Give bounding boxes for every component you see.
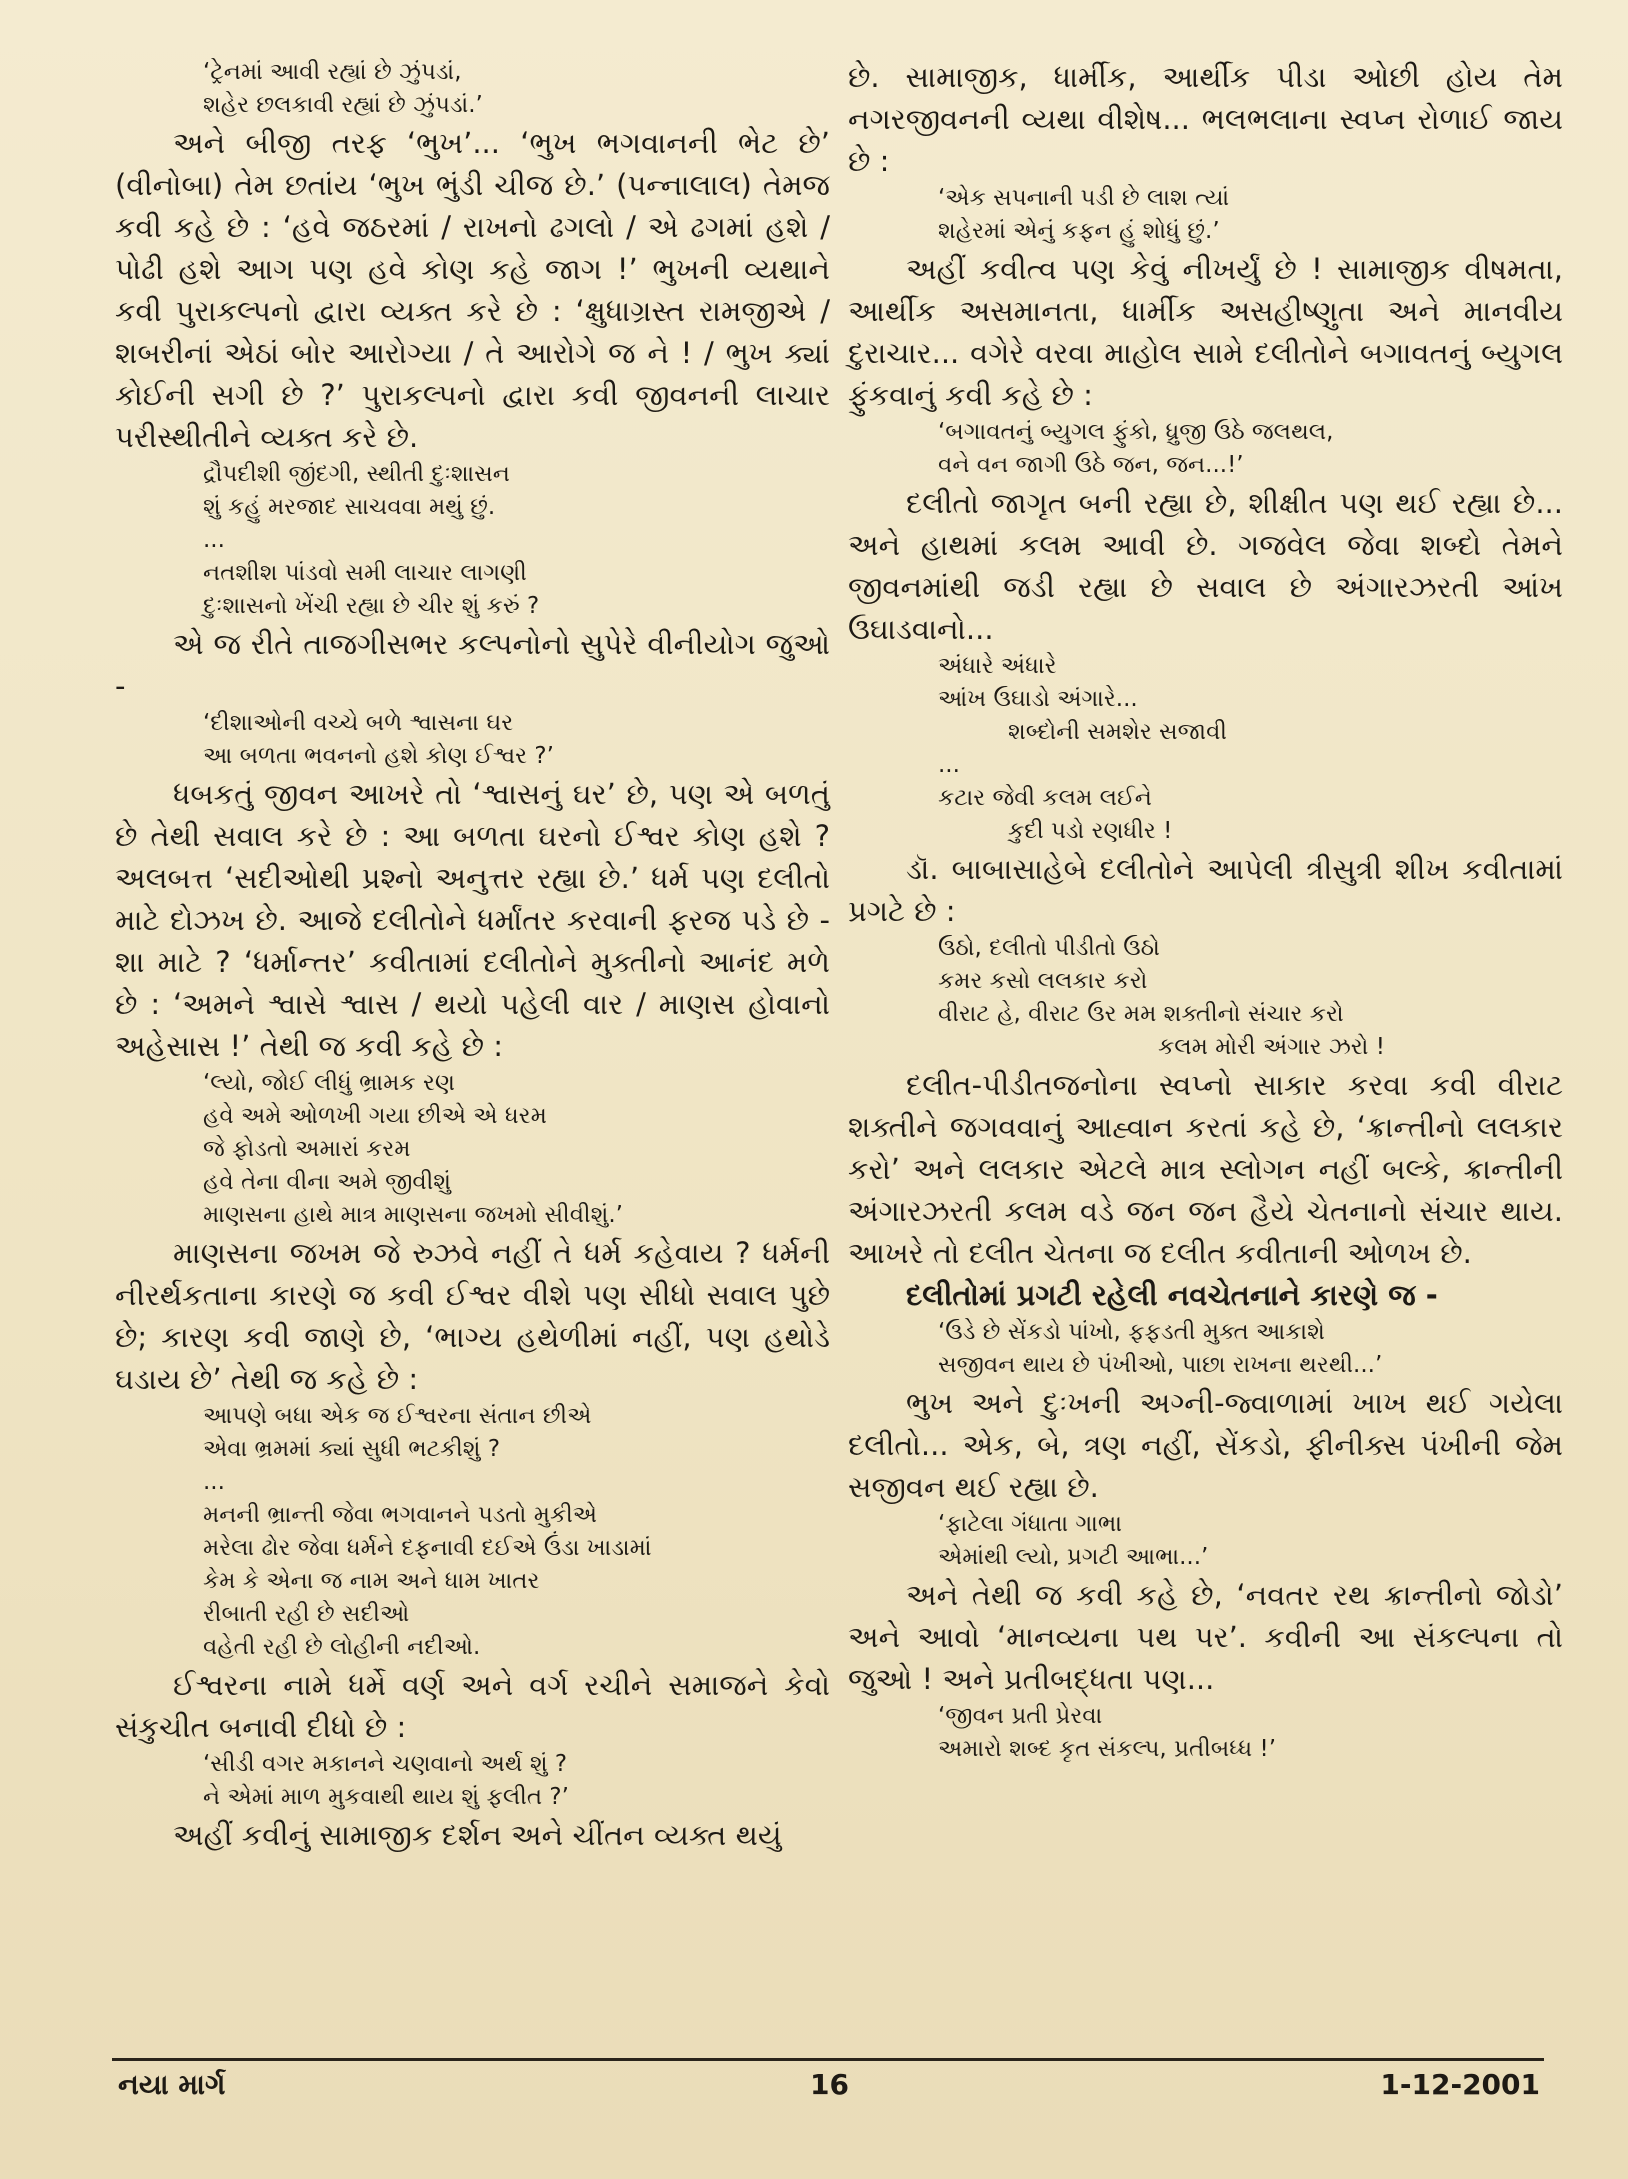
verse-line: અમારો શબ્દ કૃત સંકલ્પ, પ્રતીબધ્ધ !’ <box>938 1736 1277 1762</box>
verse-line: ઉઠો, દલીતો પીડીતો ઉઠો <box>938 935 1160 961</box>
verse-line: રીબાતી રહી છે સદીઓ <box>203 1601 410 1627</box>
publication-name: નયા માર્ગ <box>118 2068 226 2101</box>
issue-date: 1-12-2001 <box>1380 2068 1540 2101</box>
verse-line: આંખ ઉઘાડો અંગારે... <box>938 686 1138 712</box>
verse-train-huts <box>115 56 830 122</box>
verse-illusory-desert <box>115 1067 830 1232</box>
verse-line: આ બળતા ભવનનો હશે કોણ ઈશ્વર ?’ <box>203 743 554 769</box>
verse-one-god <box>115 1400 830 1664</box>
paragraph-caste-society: ઈશ્વરના નામે ધર્મે વર્ણ અને વર્ગ રચીને સમાજને કેવો સંકુચીત બનાવી દીધો છે : <box>115 1668 830 1744</box>
verse-line: દુઃશાસનો ખેંચી રહ્યા છે ચીર શું કરું ? <box>203 593 540 619</box>
verse-bugle <box>848 416 1563 482</box>
verse-line: મરેલા ઢોર જેવા ધર્મને દફનાવી દઈએ ઉંડા ખાડામાં <box>203 1535 652 1561</box>
verse-line: કમર કસો લલકાર કરો <box>938 968 1148 994</box>
verse-line: ... <box>203 527 225 553</box>
verse-wings <box>848 1316 1563 1382</box>
verse-line: ‘દીશાઓની વચ્ચે બળે શ્વાસના ઘર <box>203 710 514 736</box>
verse-line: કેમ કે એના જ નામ અને ધામ ખાતર <box>203 1568 540 1594</box>
paragraph-new-consciousness: દલીતોમાં પ્રગટી રહેલી નવચેતનાને કારણે જ - <box>906 1278 1438 1312</box>
verse-line: શહેર છલકાવી રહ્યાં છે ઝુંપડાં.’ <box>203 92 483 118</box>
footer-rule <box>112 2058 1544 2061</box>
verse-line: ‘બગાવતનું બ્યુગલ ફુંકો, ધ્રુજી ઉઠે જલથલ, <box>938 419 1334 445</box>
verse-line: કુદી પડો રણધીર ! <box>1008 818 1173 844</box>
verse-line: વહેતી રહી છે લોહીની નદીઓ. <box>203 1634 481 1660</box>
page-number: 16 <box>810 2068 849 2101</box>
verse-line: કલમ મોરી અંગાર ઝરો ! <box>1158 1034 1385 1060</box>
verse-line: ‘જીવન પ્રતી પ્રેરવા <box>938 1703 1103 1729</box>
verse-darkness <box>848 650 1563 848</box>
verse-line: એમાંથી લ્યો, પ્રગટી આભા...’ <box>938 1544 1209 1570</box>
verse-line: મનની ભ્રાન્તી જેવા ભગવાનને પડતો મુકીએ <box>203 1502 598 1528</box>
verse-line: શબ્દોની સમશેર સજાવી <box>1008 719 1228 745</box>
verse-line: શું કહું મરજાદ સાચવવા મથું છું. <box>203 494 496 520</box>
paragraph-conversion: ધબકતું જીવન આખરે તો ‘શ્વાસનું ઘર’ છે, પણ એ બળતું છે તેથી સવાલ કરે છે : આ બળતા ઘરનો ઈશ્વર કોણ હશે ? અલબત્ત ‘સદીઓથી પ્રશ્નો અનુત્તર રહ્યા છે.’ ધર્મ પણ દલીતો માટે દોઝખ છે. આજે દલીતોને ધર્માંતર કરવાની ફરજ પડે છે - શા માટે ? ‘ધર્માન્તર’ કવીતામાં દલીતોને મુક્તીનો આનંદ મળે છે : ‘અમને શ્વાસે શ્વાસ / થયો પહેલી વાર / માણસ હોવાનો અહેસાસ !’ તેથી જ કવી કહે છે : <box>115 777 830 1063</box>
verse-line: એવા ભ્રમમાં ક્યાં સુધી ભટકીશું ? <box>203 1436 501 1462</box>
paragraph-awakening: દલીતો જાગૃત બની રહ્યા છે, શીક્ષીત પણ થઈ રહ્યા છે... અને હાથમાં કલમ આવી છે. ગજવેલ જેવા શબ્દો તેમને જીવનમાંથી જડી રહ્યા છે સવાલ છે અંગારઝરતી આંખ ઉઘાડવાનો... <box>848 486 1563 646</box>
verse-line: ‘એક સપનાની પડી છે લાશ ત્યાં <box>938 185 1230 211</box>
verse-line: નતશીશ પાંડવો સમી લાચાર લાગણી <box>203 560 527 586</box>
paragraph-social-vision: અહીં કવીનું સામાજીક દર્શન અને ચીંતન વ્યક્ત થયું <box>173 1818 782 1852</box>
verse-line: અંધારે અંધારે <box>938 653 1057 679</box>
verse-line: ... <box>938 752 960 778</box>
verse-line: ... <box>203 1469 225 1495</box>
paragraph-revolution-call: દલીત-પીડીતજનોના સ્વપ્નો સાકાર કરવા કવી વીરાટ શક્તીને જગવવાનું આહ્વાન કરતાં કહે છે, ‘ક્રાન્તીનો લલકાર કરો’ અને લલકાર એટલે માત્ર સ્લોગન નહીં બલ્કે, ક્રાન્તીની અંગારઝરતી કલમ વડે જન જન હૈયે ચેતનાનો સંચાર થાય. આખરે તો દલીત ચેતના જ દલીત કવીતાની ઓળખ છે. <box>848 1068 1563 1270</box>
left-column <box>115 56 830 1856</box>
verse-draupadi <box>115 458 830 623</box>
right-column <box>848 56 1563 1766</box>
paragraph-hunger: અને બીજી તરફ ‘ભુખ’... ‘ભુખ ભગવાનની ભેટ છે’ (વીનોબા) તેમ છતાંય ‘ભુખ ભુંડી ચીજ છે.’ (પન્નાલાલ) તેમજ કવી કહે છે : ‘હવે જઠરમાં / રાખનો ઢગલો / એ ઢગમાં હશે / પોઢી હશે આગ પણ હવે કોણ કહે જાગ !’ ભુખની વ્યથાને કવી પુરાકલ્પનો દ્વારા વ્યક્ત કરે છે : ‘ક્ષુધાગ્રસ્ત રામજીએ / શબરીનાં એઠાં બોર આરોગ્યા / તે આરોગે જ ને ! / ભુખ ક્યાં કોઈની સગી છે ?’ પુરાકલ્પનો દ્વારા કવી જીવનની લાચાર પરીસ્થીતીને વ્યક્ત કરે છે. <box>115 126 830 454</box>
verse-line: વને વન જાગી ઉઠે જન, જન...!’ <box>938 452 1244 478</box>
verse-rise-up <box>848 932 1563 1064</box>
verse-line: ને એમાં માળ મુકવાથી થાય શું ફલીત ?’ <box>203 1784 569 1810</box>
paragraph-urban-agony: છે. સામાજીક, ધાર્મીક, આર્થીક પીડા ઓછી હોય તેમ નગરજીવનની વ્યથા વીશેષ... ભલભલાના સ્વપ્ન રોળાઈ જાય છે : <box>848 60 1563 178</box>
verse-line: ‘ટ્રેનમાં આવી રહ્યાં છે ઝુંપડાં, <box>203 59 462 85</box>
verse-line: ‘ફાટેલા ગંધાતા ગાભા <box>938 1511 1122 1537</box>
paragraph-phoenix: ભુખ અને દુઃખની અગ્ની-જ્વાળામાં ખાખ થઈ ગયેલા દલીતો... એક, બે, ત્રણ નહીં, સેંકડો, ફીનીક્સ પંખીની જેમ સજીવન થઈ રહ્યા છે. <box>848 1386 1563 1504</box>
verse-line: જે ફોડતો અમારાં કરમ <box>203 1136 411 1162</box>
verse-line: હવે તેના વીના અમે જીવીશું <box>203 1169 452 1195</box>
verse-line: સજીવન થાય છે પંખીઓ, પાછા રાખના થરથી...’ <box>938 1352 1383 1378</box>
verse-line: કટાર જેવી કલમ લઈને <box>938 785 1152 811</box>
paragraph-religion-question: માણસના જખમ જે રુઝવે નહીં તે ધર્મ કહેવાય ? ધર્મની નીરર્થકતાના કારણે જ કવી ઈશ્વર વીશે પણ સીધો સવાલ પુછે છે; કારણ કવી જાણે છે, ‘ભાગ્ય હથેળીમાં નહીં, પણ હથોડે ઘડાય છે’ તેથી જ કહે છે : <box>115 1236 830 1396</box>
verse-dream-corpse <box>848 182 1563 248</box>
paragraph-chariot: અને તેથી જ કવી કહે છે, ‘નવતર રથ ક્રાન્તીનો જોડો’ અને આવો ‘માનવ્યના પથ પર’. કવીની આ સંકલ્પના તો જુઓ ! અને પ્રતીબદ્ધતા પણ... <box>848 1578 1563 1696</box>
verse-line: વીરાટ હે, વીરાટ ઉર મમ શક્તીનો સંચાર કરો <box>938 1001 1344 1027</box>
verse-line: ‘સીડી વગર મકાનને ચણવાનો અર્થ શું ? <box>203 1751 568 1777</box>
verse-breath-house <box>115 707 830 773</box>
paragraph-rebellion: અહીં કવીત્વ પણ કેવું નીખર્યું છે ! સામાજીક વીષમતા, આર્થીક અસમાનતા, ધાર્મીક અસહીષ્ણુતા અને માનવીય દુરાચાર... વગેરે વરવા માહોલ સામે દલીતોને બગાવતનું બ્યુગલ ફુંકવાનું કવી કહે છે : <box>848 252 1563 412</box>
verse-line: શહેરમાં એનું કફન હું શોધું છું.’ <box>938 218 1220 244</box>
verse-line: દ્રૌપદીશી જીંદગી, સ્થીતી દુઃશાસન <box>203 461 510 487</box>
verse-commitment <box>848 1700 1563 1766</box>
verse-line: ‘ઉડે છે સેંકડો પાંખો, ફફડતી મુક્ત આકાશે <box>938 1319 1325 1345</box>
verse-line: આપણે બધા એક જ ઈશ્વરના સંતાન છીએ <box>203 1403 592 1429</box>
verse-ladder-house <box>115 1748 830 1814</box>
paragraph-fresh-imagery: એ જ રીતે તાજગીસભર કલ્પનોનો સુપેરે વીનીયોગ જુઓ - <box>115 627 830 703</box>
verse-line: માણસના હાથે માત્ર માણસના જખમો સીવીશું.’ <box>203 1202 623 1228</box>
verse-line: ‘લ્યો, જોઈ લીધું ભ્રામક રણ <box>203 1070 455 1096</box>
paragraph-ambedkar: ડૉ. બાબાસાહેબે દલીતોને આપેલી ત્રીસુત્રી શીખ કવીતામાં પ્રગટે છે : <box>848 852 1563 928</box>
verse-rags <box>848 1508 1563 1574</box>
verse-line: હવે અમે ઓળખી ગયા છીએ એ ધરમ <box>203 1103 547 1129</box>
